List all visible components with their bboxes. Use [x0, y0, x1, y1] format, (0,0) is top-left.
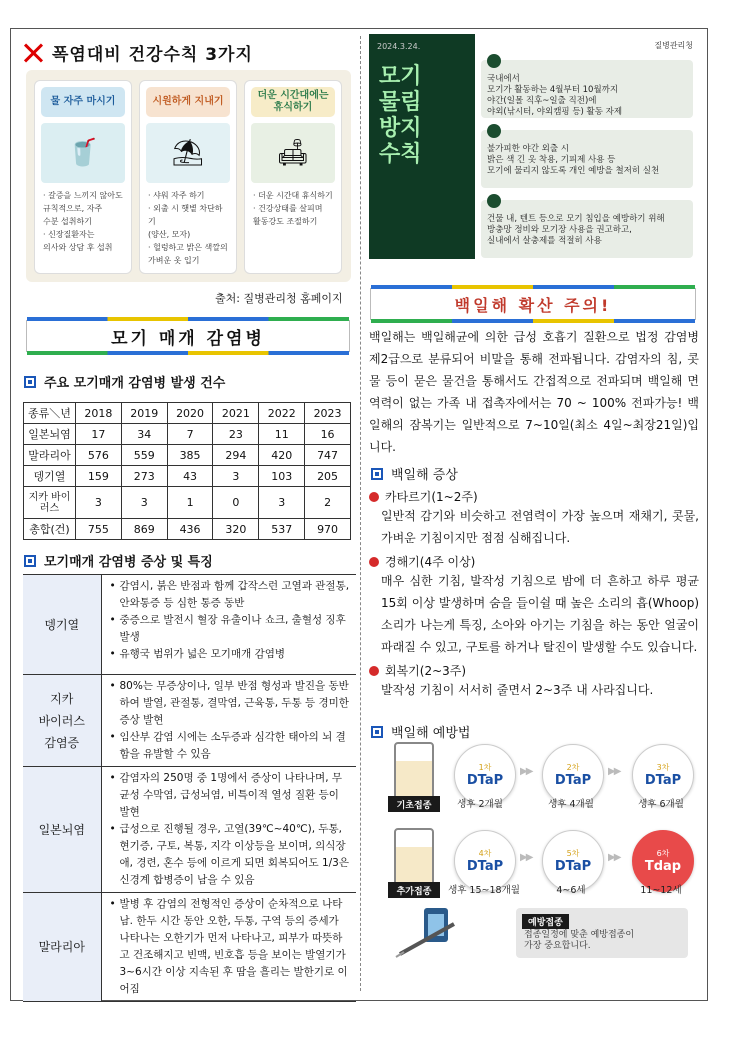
symptoms-heading: [24, 551, 213, 570]
card-line: 수분 섭취하기: [43, 217, 92, 226]
row-label: 말라리아: [24, 445, 76, 466]
stats-heading: [24, 372, 225, 391]
poster-item-text: 불가피한 야간 외출 시 밝은 색 긴 옷 착용, 기피제 사용 등 모기에 물리지 않도록 개인 예방을 철저히 실천: [487, 144, 660, 176]
cell: 43: [167, 466, 213, 487]
mosquito-banner: [26, 320, 350, 352]
vaccine-name: DTaP: [554, 859, 592, 874]
year-header: 2023: [305, 403, 351, 424]
dose-age: 생후 4개월: [548, 799, 594, 810]
flower-icon: [369, 666, 379, 676]
stage-title: [369, 662, 699, 679]
cell: 7: [167, 424, 213, 445]
dose-number: 4차: [478, 849, 492, 858]
booster-label: 추가접종: [388, 882, 440, 898]
syringe-icon: [394, 904, 474, 960]
table-row: [23, 893, 356, 1002]
cell: 2: [305, 487, 351, 519]
stage-title: [369, 553, 699, 570]
arrow-icon: ▶▶: [608, 766, 620, 777]
vaccine-heading-text: 백일해 예방법: [391, 726, 471, 741]
dose-number: 3차: [656, 763, 670, 772]
poster-item: [481, 130, 693, 188]
pertussis-symptom-heading-text: 백일해 증상: [391, 468, 458, 483]
card-line: · 더운 시간대 휴식하기: [253, 191, 333, 200]
vaccine-name: DTaP: [466, 859, 504, 874]
dose-number: 5차: [566, 849, 580, 858]
card-line: 가벼운 옷 입기: [148, 256, 200, 265]
symptom-item: • 중증으로 발전시 혈장 유출이나 쇼크, 출혈성 징후 발생: [110, 612, 351, 646]
water-bottle-icon: 🥤: [41, 123, 125, 183]
tent-icon: [487, 194, 501, 208]
card-heading: 물 자주 마시기: [41, 87, 125, 117]
poster-title-line: 물림: [379, 90, 422, 115]
cell: 103: [259, 466, 305, 487]
arrow-icon: ▶▶: [608, 852, 620, 863]
disease-name: 일본뇌염: [23, 767, 101, 893]
pertussis-banner: [370, 288, 696, 320]
heat-title-text: 폭염대비 건강수칙 3가지: [52, 45, 253, 65]
card-line: · 외출 시 햇볕 차단하기: [148, 204, 223, 226]
cell: 34: [121, 424, 167, 445]
cell: 385: [167, 445, 213, 466]
stage-text: 매우 심한 기침, 발작성 기침으로 밤에 더 흔하고 하루 평균 15회 이상 발생하며 숨을 들이쉴 때 높은 소리의 흡(Whoop)소리가 나는게 특징, 소아와 아기는 기침을 하는 동안 얼굴이 파래질 수 있고, 구토를 하거나 탈진이 발생할 수도 있습니다.: [381, 574, 699, 654]
symptom-item: • 감염시, 붉은 반점과 함께 갑작스런 고열과 관절통, 안와통증 등 심한 통증 동반: [110, 578, 351, 612]
cell: 559: [121, 445, 167, 466]
source-note: 출처: 질병관리청 홈페이지: [215, 292, 343, 305]
note-title: 예방접종: [522, 914, 569, 929]
cell: 3: [121, 487, 167, 519]
pertussis-banner-text: 백일해 확산 주의!: [454, 295, 612, 315]
card-line: 규칙적으로, 자주: [43, 204, 103, 213]
dose-age: 생후 6개월: [638, 799, 684, 810]
syringe-illustration: [394, 904, 474, 960]
cell: 320: [213, 519, 259, 540]
vaccine-name: DTaP: [644, 773, 682, 788]
card-line: · 샤워 자주 하기: [148, 191, 205, 200]
cell: 205: [305, 466, 351, 487]
dose-age: 생후 2개월: [457, 799, 503, 810]
mosquito-banner-text: 모기 매개 감염병: [111, 328, 265, 349]
pertussis-stages: [369, 488, 699, 701]
vial-icon: [394, 828, 434, 888]
arrow-icon: ▶▶: [520, 766, 532, 777]
cell: 273: [121, 466, 167, 487]
year-header: 2020: [167, 403, 213, 424]
table-row: [24, 424, 351, 445]
poster-title-line: 방지: [379, 116, 422, 141]
heat-infographic: [26, 70, 351, 282]
dose-number: 1차: [478, 763, 492, 772]
cell: 294: [213, 445, 259, 466]
card-line: · 갈증을 느끼지 않아도: [43, 191, 123, 200]
card-line: · 신장질환자는: [43, 230, 95, 239]
year-header: 2021: [213, 403, 259, 424]
square-bullet-icon: [24, 555, 36, 567]
cell: 970: [305, 519, 351, 540]
vaccine-note: [516, 908, 688, 958]
stage-title-text: 카타르기(1~2주): [385, 490, 478, 504]
cell: 1: [167, 487, 213, 519]
vial-icon: [394, 742, 434, 802]
disease-name: 뎅기열: [23, 575, 101, 675]
cell: 537: [259, 519, 305, 540]
disease-name: 말라리아: [23, 893, 101, 1002]
square-bullet-icon: [24, 376, 36, 388]
square-bullet-icon: [371, 726, 383, 738]
mosquito-poster: [369, 34, 699, 259]
dose-age: 11~12세: [640, 885, 682, 896]
poster-title-panel: [369, 34, 475, 259]
dose-age: 4~6세: [556, 885, 586, 896]
table-row: [24, 519, 351, 540]
vaccine-heading: [371, 722, 470, 741]
row-label: 총합(건): [24, 519, 76, 540]
row-label: 지카 바이러스: [24, 487, 76, 519]
card-heading: 시원하게 지내기: [146, 87, 230, 117]
card-line: 의사와 상담 후 섭취: [43, 243, 113, 252]
stage-title-text: 회복기(2~3주): [385, 664, 467, 678]
vaccine-name: DTaP: [554, 773, 592, 788]
stage-text: 일반적 감기와 비슷하고 전염력이 가장 높으며 재채기, 콧물, 가벼운 기침이지만 점점 심해집니다.: [381, 509, 699, 545]
parasol-icon: ⛱: [146, 123, 230, 183]
symptoms-heading-text: 모기매개 감염병 증상 및 특징: [44, 555, 213, 570]
cross-icon: [22, 42, 44, 64]
card-heading: 더운 시간대에는 휴식하기: [251, 87, 335, 117]
poster-date: 2024.3.24.: [377, 42, 421, 51]
stage-title: [369, 488, 699, 505]
heat-card-rest: [244, 80, 342, 274]
symptom-item: • 유행국 범위가 넓은 모기매개 감염병: [110, 646, 351, 663]
poster-item: [481, 60, 693, 118]
flower-icon: [369, 557, 379, 567]
note-text: 접종일정에 맞춘 예방접종이 가장 중요합니다.: [524, 930, 635, 951]
pertussis-symptom-heading: [371, 464, 458, 483]
table-header-row: [24, 403, 351, 424]
symptom-item: • 감염자의 250명 중 1명에서 증상이 나타나며, 무균성 수막염, 급성뇌염, 비특이적 열성 질환 등이 발현: [110, 770, 351, 821]
cell: 3: [259, 487, 305, 519]
pertussis-intro: 백일해는 백일해균에 의한 급성 호흡기 질환으로 법정 감염병 제2급으로 분류되어 비말을 통해 전파됩니다. 감염자의 침, 콧물 등이 묻은 물건을 통해서도 간접적으로 전파되며 백일해 면역력이 없는 가족 내 접촉자에서는 70 ~ 100% 전파가능! 백일해의 잠복기는 일반적으로 7~10일(최소 4일~최장21일)입니다.: [369, 330, 699, 454]
cell: 3: [213, 466, 259, 487]
heat-card-water: [34, 80, 132, 274]
cell: 11: [259, 424, 305, 445]
cell: 755: [76, 519, 122, 540]
table-row: [23, 675, 356, 767]
corner-cell: 종류＼년: [24, 403, 76, 424]
shirt-icon: [487, 124, 501, 138]
dose-number: 6차: [656, 849, 670, 858]
table-row: [24, 445, 351, 466]
year-header: 2018: [76, 403, 122, 424]
poster-item-text: 국내에서 모기가 활동하는 4월부터 10월까지 야간(일몰 직후~일출 직전)에 야외(낚시터, 야외캠핑 등) 활동 자제: [487, 74, 623, 117]
symptoms-table: [23, 574, 356, 1002]
cell: 16: [305, 424, 351, 445]
disease-name: 지카 바이러스 감염증: [23, 675, 101, 767]
square-bullet-icon: [371, 468, 383, 480]
cell: 420: [259, 445, 305, 466]
arrow-icon: ▶▶: [520, 852, 532, 863]
stats-heading-text: 주요 모기매개 감염병 발생 건수: [44, 376, 226, 391]
calendar-icon: [487, 54, 501, 68]
vaccine-name: Tdap: [644, 859, 682, 874]
symptom-item: • 발병 후 감염의 전형적인 증상이 순차적으로 나타남. 한두 시간 동안 오한, 두통, 구역 등의 증세가 나타나는 오한기가 먼저 나타나고, 피부가 따뜻하고 건조해지고 빈맥, 빈호흡 등을 보이는 발열기가 3~6시간 이상 지속된 후 땀을 흘리는 발한기로 이어짐: [110, 896, 351, 998]
table-row: [23, 767, 356, 893]
stats-table: [23, 402, 351, 540]
stage-text: 발작성 기침이 서서히 줄면서 2~3주 내 사라집니다.: [381, 683, 654, 697]
symptom-item: • 임산부 감염 시에는 소두증과 심각한 태아의 뇌 결함을 유발할 수 있음: [110, 729, 351, 763]
year-header: 2019: [121, 403, 167, 424]
card-line: (양산, 모자): [148, 230, 191, 239]
cell: 3: [76, 487, 122, 519]
symptom-item: • 80%는 무증상이나, 일부 반점 형성과 발진을 동반하여 발열, 관절통, 결막염, 근육통, 두통 등 경미한 증상 발현: [110, 678, 351, 729]
flower-icon: [369, 492, 379, 502]
row-label: 일본뇌염: [24, 424, 76, 445]
cell: 17: [76, 424, 122, 445]
cell: 576: [76, 445, 122, 466]
heat-card-cool: [139, 80, 237, 274]
kdca-logo: 질병관리청: [654, 41, 693, 50]
table-row: [23, 575, 356, 675]
card-line: · 헐렁하고 밝은 색깔의: [148, 243, 228, 252]
heat-title: [22, 40, 253, 65]
cell: 436: [167, 519, 213, 540]
vaccine-name: DTaP: [466, 773, 504, 788]
table-row: [24, 466, 351, 487]
cell: 23: [213, 424, 259, 445]
poster-item-text: 건물 내, 텐트 등으로 모기 침입을 예방하기 위해 방충망 정비와 모기장 사용을 권고하고, 실내에서 살충제를 적절히 사용: [487, 214, 665, 246]
card-line: · 건강상태를 살피며: [253, 204, 323, 213]
cell: 747: [305, 445, 351, 466]
cell: 159: [76, 466, 122, 487]
year-header: 2022: [259, 403, 305, 424]
cell: 0: [213, 487, 259, 519]
cell: 869: [121, 519, 167, 540]
table-row: [24, 487, 351, 519]
dose-number: 2차: [566, 763, 580, 772]
stage-title-text: 경해기(4주 이상): [385, 555, 476, 569]
poster-title-line: 모기: [379, 64, 422, 89]
poster-item: [481, 200, 693, 258]
symptom-item: • 급성으로 진행될 경우, 고열(39℃~40℃), 두통, 현기증, 구토, 복통, 지각 이상등을 보이며, 의식장애, 경련, 혼수 등에 이르게 되면 회복되어도 1/3은 신경계 합병증이 남을 수 있음: [110, 821, 351, 889]
row-label: 뎅기열: [24, 466, 76, 487]
dose-age: 생후 15~18개월: [448, 885, 520, 896]
poster-title-line: 수칙: [379, 142, 422, 167]
column-divider: [360, 36, 361, 991]
sofa-icon: 🛋: [251, 123, 335, 183]
basic-label: 기초접종: [388, 796, 440, 812]
card-line: 활동강도 조절하기: [253, 217, 318, 226]
